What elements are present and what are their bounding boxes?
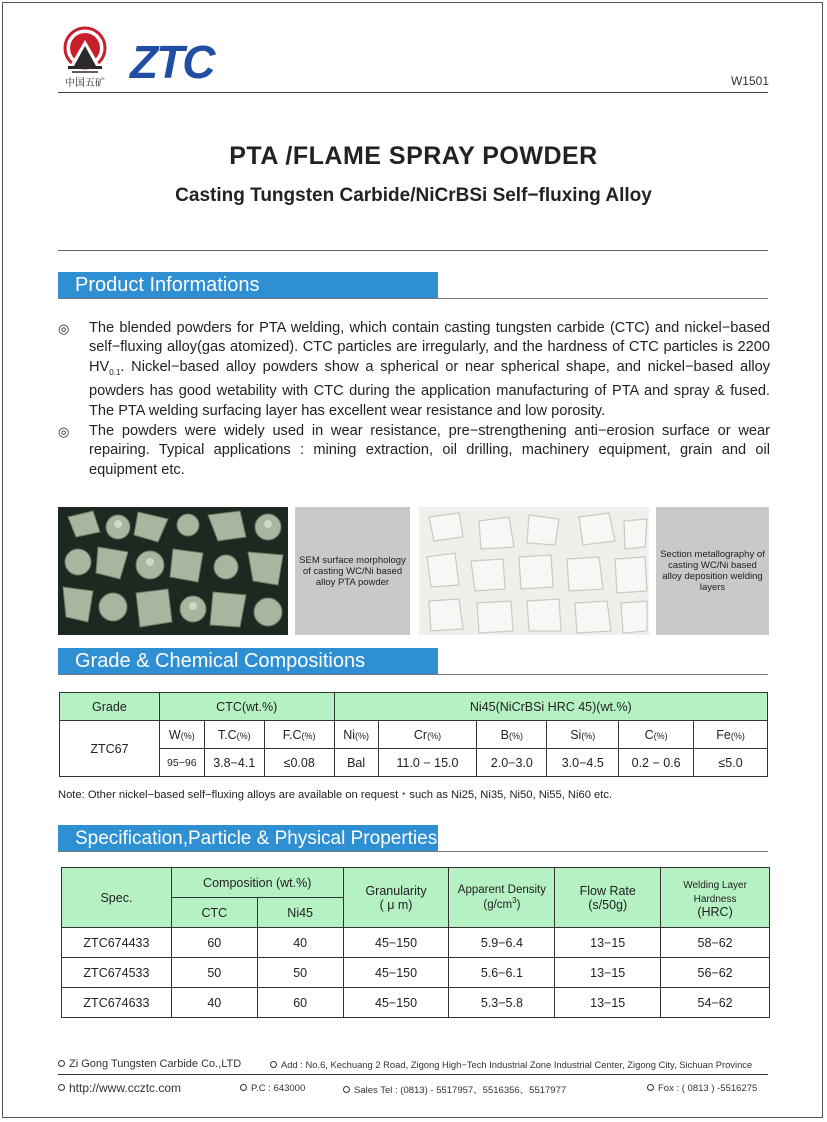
bullet-circle-icon [240, 1084, 247, 1091]
footer-sales-tel: Sales Tel : (0813) - 5517957、5516356、5517977 [343, 1082, 566, 1096]
footer-website[interactable]: http://www.ccztc.com [58, 1081, 181, 1095]
element-header: Ni(%) [334, 721, 378, 749]
section-header-spec: Specification,Particle & Physical Properties [58, 825, 438, 852]
element-value: 0.2 − 0.6 [619, 749, 694, 777]
spec-header: Spec. [62, 868, 172, 928]
metallography-picture-icon [419, 507, 649, 635]
granularity-header: Granularity ( μ m) [343, 868, 449, 928]
bullet-item [58, 319, 770, 421]
bullet-subscript: 0.1 [109, 367, 121, 377]
bullet-circle-icon [58, 1060, 65, 1067]
section-rule [58, 298, 768, 299]
element-value: 3.0−4.5 [547, 749, 619, 777]
ni45-header: Ni45(NiCrBSi HRC 45)(wt.%) [334, 693, 767, 721]
specification-table [61, 867, 770, 1018]
bullet-circle-icon [58, 1084, 65, 1091]
grade-cell: ZTC67 [60, 721, 160, 777]
hardness-header: Welding Layer Hardness (HRC) [661, 868, 770, 928]
element-value: ≤0.08 [264, 749, 334, 777]
bullet-circle-icon [343, 1086, 350, 1093]
element-value: ≤5.0 [694, 749, 768, 777]
section-rule [58, 674, 768, 675]
chemical-composition-table [59, 692, 768, 777]
footer-company: Zi Gong Tungsten Carbide Co.,LTD [58, 1058, 241, 1070]
section-rule [58, 851, 768, 852]
product-description [58, 319, 770, 481]
image-caption: SEM surface morphology of casting WC/Ni based alloy PTA powder [295, 507, 410, 635]
ni45-column-header: Ni45 [257, 898, 343, 928]
footer-postcode: P.C : 643000 [240, 1083, 305, 1094]
ztc-logo-text: ZTC [130, 36, 214, 84]
bullet-marker-icon: ◎ [58, 321, 70, 336]
element-header: Fe(%) [694, 721, 768, 749]
element-header: Cr(%) [378, 721, 477, 749]
ctc-header: CTC(wt.%) [159, 693, 334, 721]
grade-header: Grade [60, 693, 160, 721]
document-number: W1501 [730, 74, 769, 88]
ztc-logo-icon [128, 36, 238, 84]
minmetals-emblem-icon [58, 26, 112, 74]
minmetals-logo-text: 中国五矿 [65, 78, 105, 89]
bullet-marker-icon: ◎ [58, 423, 70, 439]
availability-note: Note: Other nickel−based self−fluxing alloys are available on request・such as Ni25, Ni35, Ni50, Ni55, Ni60 etc. [58, 789, 613, 801]
element-header: T.C(%) [204, 721, 264, 749]
metallography-image [419, 507, 649, 635]
element-value: 11.0 − 15.0 [378, 749, 477, 777]
bullet-text: . Nickel−based alloy powders show a spherical or near spherical shape, and nickel−based alloy powders has good wetability with CTC during the application manufacturing of PTA and spray & fused. The PTA welding surfacing layer has excellent wear resistance and low porosity. [89, 358, 770, 419]
density-header: Apparent Density $(g/cm^3)$ [449, 868, 555, 928]
bullet-circle-icon [647, 1084, 654, 1091]
table-row: ZTC674533 50 50 45−150 5.6−6.1 13−15 56−62 [62, 958, 770, 988]
element-header: W(%) [159, 721, 204, 749]
table-row: ZTC674633 40 60 45−150 5.3−5.8 13−15 54−62 [62, 988, 770, 1018]
section-header-product: Product Informations [58, 272, 438, 299]
image-caption: Section metallography of casting WC/Ni based alloy deposition welding layers [656, 507, 769, 635]
page-title: PTA /FLAME SPRAY POWDER [229, 142, 598, 170]
element-value: 95−96 [159, 749, 204, 777]
sem-powder-picture-icon [58, 507, 288, 635]
element-value: 3.8−4.1 [204, 749, 264, 777]
section-header-grade: Grade & Chemical Compositions [58, 648, 438, 675]
element-header: C(%) [619, 721, 694, 749]
element-value: 2.0−3.0 [477, 749, 547, 777]
footer-fax: Fox : ( 0813 ) -5516275 [647, 1083, 757, 1094]
bullet-item [58, 422, 770, 480]
element-value: Bal [334, 749, 378, 777]
footer-address: Add : No.6, Kechuang 2 Road, Zigong High−Tech Industrial Zone Industrial Center, Zigong City, Sichuan Province [270, 1059, 752, 1070]
ztc-logo [128, 36, 238, 84]
element-header: B(%) [477, 721, 547, 749]
composition-header: Composition (wt.%) [171, 868, 343, 898]
ctc-column-header: CTC [171, 898, 257, 928]
title-divider [58, 250, 768, 251]
page-subtitle: Casting Tungsten Carbide/NiCrBSi Self−fluxing Alloy [175, 185, 652, 206]
footer-divider [58, 1074, 768, 1075]
sem-powder-image [58, 507, 288, 635]
flow-rate-header: Flow Rate (s/50g) [555, 868, 661, 928]
bullet-text: The powders were widely used in wear resistance, pre−strengthening anti−erosion surface or wear repairing. Typical applications : mining extraction, oil drilling, machinery equipment, grain and oil equipment etc. [89, 422, 770, 478]
minmetals-logo [58, 26, 112, 90]
element-header: F.C(%) [264, 721, 334, 749]
bullet-text: The blended powders for PTA welding, which contain casting tungsten carbide (CTC) and nickel−based self−fluxing alloy(gas atomized). CTC particles are irregularly, and the hardness of CTC particles is 2200 HV [89, 320, 770, 375]
element-header: Si(%) [547, 721, 619, 749]
header-divider [58, 92, 768, 93]
table-row: ZTC674433 60 40 45−150 5.9−6.4 13−15 58−62 [62, 928, 770, 958]
bullet-circle-icon [270, 1061, 277, 1068]
